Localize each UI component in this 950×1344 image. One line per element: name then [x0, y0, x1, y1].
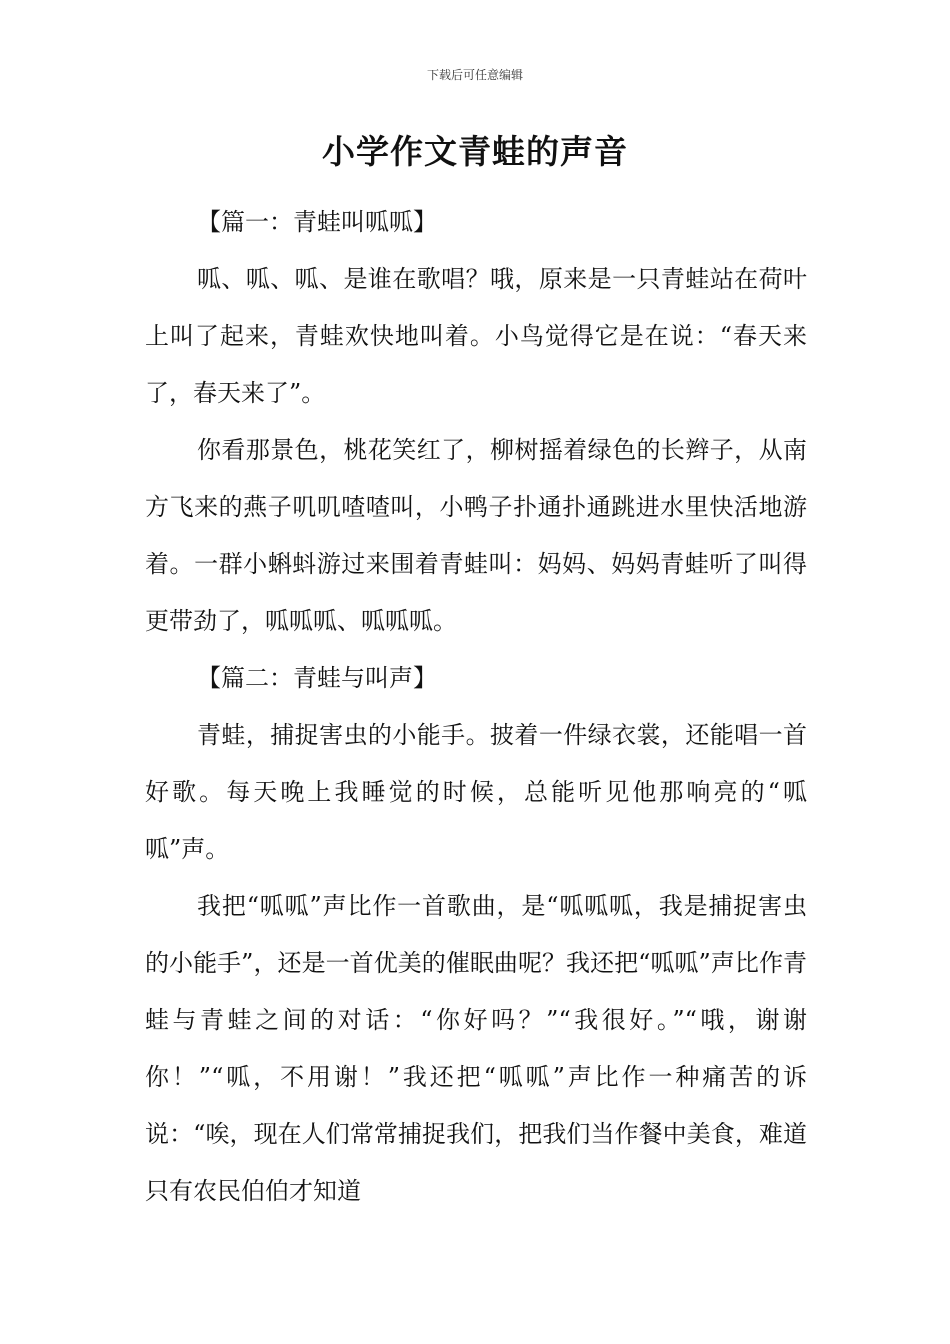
document-title: 小学作文青蛙的声音	[322, 132, 628, 171]
paragraph: 呱、呱、呱、是谁在歌唱？哦，原来是一只青蛙站在荷叶上叫了起来，青蛙欢快地叫着。小鸟觉得它是在说：“春天来了，春天来了”。	[145, 265, 807, 407]
document-body	[145, 194, 807, 1220]
section-heading-1: 【篇一：青蛙叫呱呱】	[197, 208, 437, 236]
header-note: 下载后可任意编辑	[426, 68, 523, 82]
paragraph: 我把“呱呱”声比作一首歌曲，是“呱呱呱，我是捕捉害虫的小能手”，还是一首优美的催眠曲呢？我还把“呱呱”声比作青蛙与青蛙之间的对话：“你好吗？”“我很好。”“哦，谢谢你！”“呱，不用谢！”我还把“呱呱”声比作一种痛苦的诉说：“唉，现在人们常常捕捉我们，把我们当作餐中美食，难道只有农民伯伯才知道	[145, 892, 807, 1205]
section-heading-2: 【篇二：青蛙与叫声】	[197, 664, 437, 692]
paragraph: 青蛙，捕捉害虫的小能手。披着一件绿衣裳，还能唱一首好歌。每天晚上我睡觉的时候，总能听见他那响亮的“呱呱”声。	[145, 721, 807, 863]
paragraph: 你看那景色，桃花笑红了，柳树摇着绿色的长辫子，从南方飞来的燕子叽叽喳喳叫，小鸭子扑通扑通跳进水里快活地游着。一群小蝌蚪游过来围着青蛙叫：妈妈、妈妈青蛙听了叫得更带劲了，呱呱呱、呱呱呱。	[145, 436, 807, 635]
